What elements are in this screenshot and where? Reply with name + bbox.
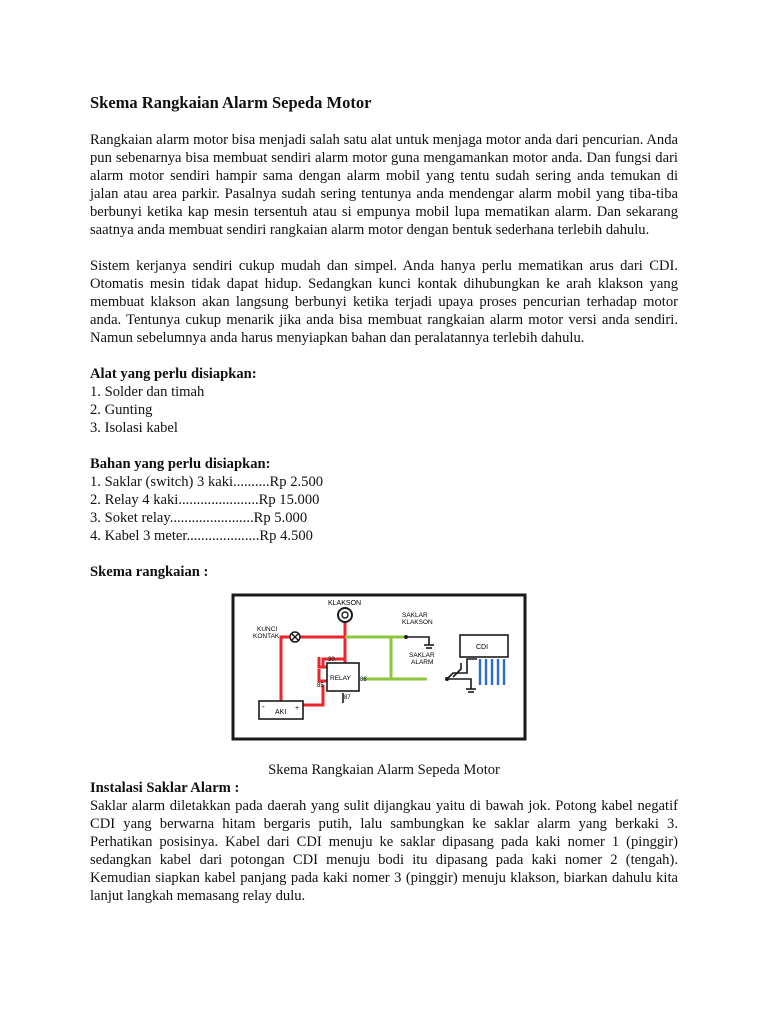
circuit-figure (90, 585, 678, 761)
materials-item: 4. Kabel 3 meter....................Rp 4.500 (90, 528, 313, 544)
saklar-klakson-label: KLAKSON (402, 619, 433, 626)
schema-heading: Skema rangkaian : (90, 564, 209, 580)
relay-pin-label: 87 (344, 695, 351, 701)
aki-minus-label: - (262, 702, 265, 711)
relay-pin-label: 30 (328, 657, 335, 663)
saklar-klakson-label: SAKLAR (402, 612, 428, 619)
materials-item: 1. Saklar (switch) 3 kaki..........Rp 2.500 (90, 474, 324, 490)
cdi-label: CDI (476, 644, 489, 651)
saklar-klakson-icon (404, 635, 408, 639)
document-content (90, 93, 678, 905)
materials-heading: Bahan yang perlu disiapkan: (90, 456, 271, 472)
relay-pin-label: 85 (317, 683, 324, 689)
saklar-alarm-label: ALARM (411, 659, 434, 666)
kunci-kontak-label: KUNCI (257, 626, 278, 633)
installation-text: Saklar alarm diletakkan pada daerah yang sulit dijangkau yaitu di bawah jok. Potong kabel negatif CDI yang berwarna hitam bergaris putih, lalu sambungkan ke saklar alarm yang berkaki 3. Perhatikan posisinya. Kabel dari CDI menuju ke saklar dipasang pada kaki nomer 1 (pinggir) sedangkan kabel dari potongan CDI menuju bodi itu dipasang pada kaki nomer 2 (tengah). Kemudian siapkan kabel panjang pada kaki nomer 3 (pinggir) menuju klakson, biarkan dahulu kita lanjut langkah memasang relay dulu. (90, 798, 678, 904)
kunci-kontak-label: KONTAK (253, 633, 280, 640)
tools-item: 1. Solder dan timah (90, 384, 205, 400)
materials-item: 2. Relay 4 kaki......................Rp 15.000 (90, 492, 320, 508)
klakson-label: KLAKSON (328, 600, 362, 607)
paragraph-system: Sistem kerjanya sendiri cukup mudah dan simpel. Anda hanya perlu mematikan arus dari CDI. Otomatis mesin tidak dapat hidup. Sedangkan kunci kontak dihubungkan ke arah klakson yang membuat klakson akan langsung berbunyi ketika terjadi upaya proses pencurian terhadap motor anda. Tentunya cukup menarik jika anda bisa membuat rangkaian alarm motor versi anda sendiri. Namun sebelumnya anda harus menyiapkan bahan dan peralatannya terlebih dahulu. (90, 258, 678, 346)
paragraph-intro: Rangkaian alarm motor bisa menjadi salah satu alat untuk menjaga motor anda dari pencurian. Anda pun sebenarnya bisa membuat sendiri alarm motor guna mengamankan motor anda. Dan fungsi dari alarm motor sendiri hampir sama dengan alarm mobil yang tentu sudah sering anda temukan di jalan atau area parkir. Pasalnya sudah sering tentunya anda mendengar alarm mobil yang tiba-tiba berbunyi ketika kap mesin tersentuh atau si empunya mobil lupa mematikan alarm. Dan sekarang saatnya anda membuat sendiri rangkaian alarm motor dengan bentuk sederhana terlebih dahulu. (90, 132, 678, 238)
tools-heading: Alat yang perlu disiapkan: (90, 366, 257, 382)
installation-heading: Instalasi Saklar Alarm : (90, 780, 240, 796)
saklar-alarm-label: SAKLAR (409, 652, 435, 659)
figure-caption: Skema Rangkaian Alarm Sepeda Motor (268, 762, 500, 778)
materials-item: 3. Soket relay.......................Rp 5.000 (90, 510, 308, 526)
relay-label: RELAY (330, 675, 351, 682)
aki-label: AKI (275, 709, 287, 716)
circuit-diagram (231, 593, 527, 741)
tools-item: 3. Isolasi kabel (90, 420, 178, 436)
aki-plus-label: + (295, 705, 300, 712)
saklar-alarm-icon (445, 677, 449, 681)
page-title: Skema Rangkaian Alarm Sepeda Motor (90, 93, 372, 112)
tools-item: 2. Gunting (90, 402, 153, 418)
relay-pin-label: 86 (360, 677, 367, 683)
